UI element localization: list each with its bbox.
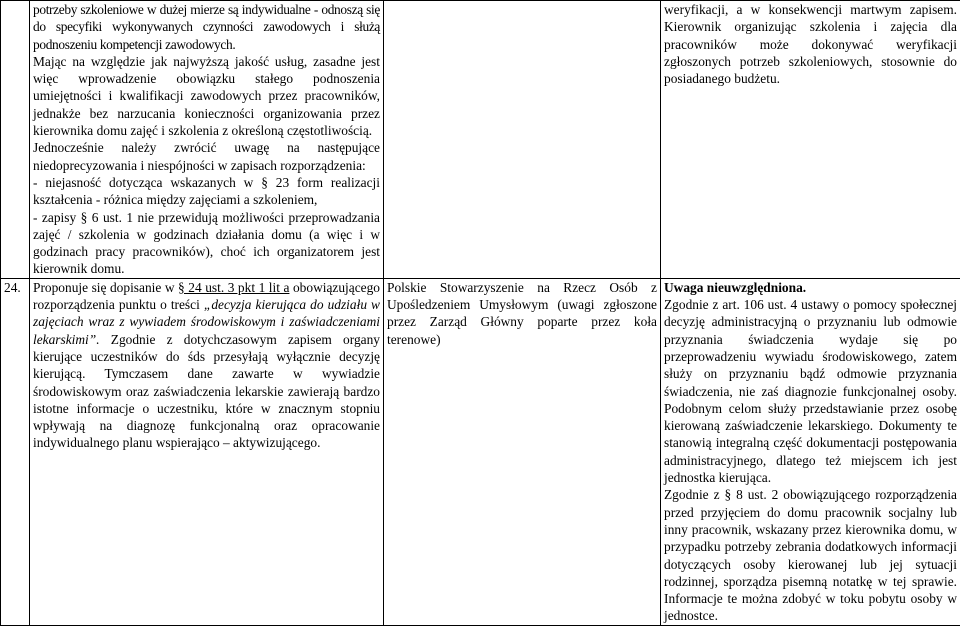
response-paragraph: Zgodnie z § 8 ust. 2 obowiązującego rozporządzenia przed przyjęciem do domu pracownik socjalny lub inny pracownik, wskazany przez kierownika domu, w przypadku potrzeby zebrania dodatkowych informacji dotyczących osoby kierowanej lub jej sytuacji rodzinnej, sporządza pisemną notatkę w tej sprawie. Informacje te można zdobyć w toku pobytu osoby w jednostce. xyxy=(664,486,957,624)
row-number xyxy=(1,1,30,279)
regulation-reference: § 24 ust. 3 pkt 1 lit a xyxy=(178,280,289,295)
response-paragraph: Zgodnie z art. 106 ust. 4 ustawy o pomocy społecznej decyzję administracyjną o przyznaniu lub odmowie przyznania świadczenia wydaje się po przeprowadzeniu wywiadu środowiskowego, zatem służy on przyznaniu bądź odmowie przyznania świadczenia, nie zaś diagnozie funkcjonalnej osoby. Podobnym celom służy przedstawianie przez osobę kierowaną zaświadczenie lekarskiego. Dokumenty te stanowią integralną część dokumentacji postępowania administracyjnego, dlatego też miejscem ich jest jednostka kierująca. xyxy=(664,296,957,486)
comment-paragraph: Jednocześnie należy zwrócić uwagę na następujące niedoprecyzowania i niespójności w zapisach rozporządzenia: xyxy=(33,139,380,174)
comment-rest: Zgodnie z dotychczasowym zapisem organy kierujące uczestników do śds przesyłają wyłącznie decyzję kierującą. Tymczasem dane zawarte w wywiadzie środowiskowym oraz zaświadczenia lekarskie zawierają bardzo istotne informacje o uczestniku, które w znacznym stopniu wpływają na diagnozę funkcjonalną oraz opracowanie indywidualnego planu wspierająco – aktywizującego. xyxy=(33,332,380,451)
table-row xyxy=(1,278,960,625)
response-cell xyxy=(661,278,960,625)
proposed-wording: „decyzja kierująca do udziału w zajęciach wraz z wywiadem środowiskowym i zaświadczeniami lekarskimi”. xyxy=(33,297,380,347)
table-row xyxy=(1,1,960,279)
response-cell: weryfikacji, a w konsekwencji martwym zapisem. Kierownik organizując szkolenia i zajęcia dla pracowników może dokonywać weryfikacji zgłoszonych potrzeb szkoleniowych, stosownie do posiadanego budżetu. xyxy=(661,1,960,279)
comment-paragraph: - niejasność dotycząca wskazanych w § 23 form realizacji kształcenia - różnica między zajęciami a szkoleniem, xyxy=(33,174,380,209)
comment-cell xyxy=(30,1,384,279)
row-number: 24. xyxy=(1,278,30,625)
comment-continuation: obowiązującego rozporządzenia punktu o treści xyxy=(33,280,380,312)
comment-paragraph: Mając na względzie jak najwyższą jakość usług, zasadne jest więc wprowadzenie obowiązku stałego podnoszenia umiejętności i kwalifikacji zawodowych przez pracowników, jednakże bez narzucania konieczności organizowania przez kierownika domu zajęć i szkolenia z określoną częstotliwością. xyxy=(33,53,380,139)
response-heading: Uwaga nieuwzględniona. xyxy=(664,279,957,296)
comment-lead: Proponuje się dopisanie w xyxy=(33,280,178,295)
comment-paragraph: potrzeby szkoleniowe w dużej mierze są indywidualne - odnoszą się do specyfiki wykonywanych czynności zawodowych i służą podnoszeniu kompetencji zawodowych. xyxy=(33,1,380,53)
submitter-cell: Polskie Stowarzyszenie na Rzecz Osób z Upośledzeniem Umysłowym (uwagi zgłoszone przez Zarząd Główny poparte przez koła terenowe) xyxy=(384,278,661,625)
comment-cell xyxy=(30,278,384,625)
submitter-cell xyxy=(384,1,661,279)
comment-paragraph: - zapisy § 6 ust. 1 nie przewidują możliwości przeprowadzania zajęć / szkolenia w godzinach działania domu (a więc i w godzinach pracy pracowników), choć ich organizatorem jest kierownik domu. xyxy=(33,209,380,278)
